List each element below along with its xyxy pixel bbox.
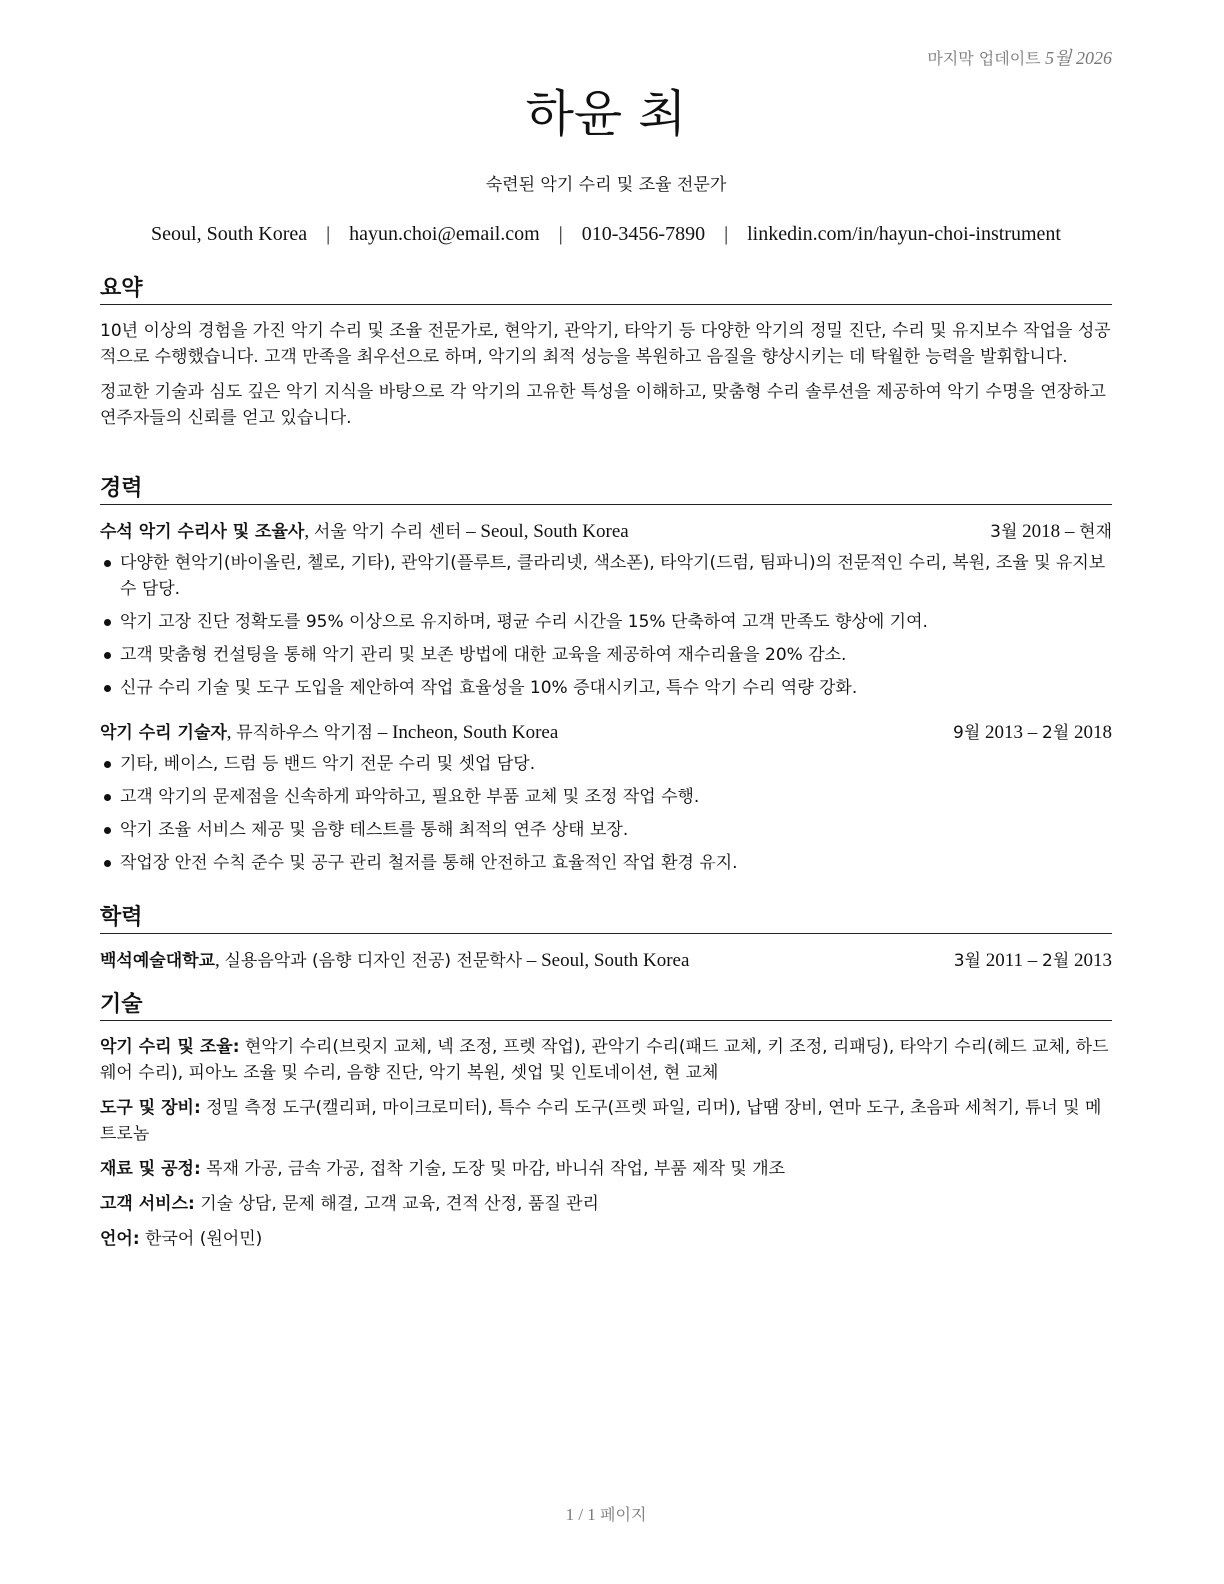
contact-line — [100, 223, 1112, 246]
candidate-headline: 숙련된 악기 수리 및 조율 전문가 — [485, 175, 727, 195]
skill-item — [100, 1226, 1112, 1252]
job-bullet: 작업장 안전 수칙 준수 및 공구 관리 철저를 통해 안전하고 효율적인 작업 환경 유지. — [100, 850, 1112, 876]
skill-text: 현악기 수리(브릿지 교체, 넥 조정, 프렛 작업), 관악기 수리(패드 교체, 키 조정, 리패딩), 타악기 수리(헤드 교체, 하드웨어 수리), 피아노 조율 및 수리, 음향 진단, 악기 복원, 셋업 및 인토네이션, 현 교체 — [100, 1037, 1109, 1084]
skills-section — [100, 992, 1112, 1261]
summary-section — [100, 276, 1112, 431]
education-degree: 실용음악과 (음향 디자인 전공) 전문학사 — [224, 951, 523, 972]
job-bullet: 악기 조율 서비스 제공 및 음향 테스트를 통해 최적의 연주 상태 보장. — [100, 817, 1112, 843]
contact-separator: | — [326, 223, 331, 245]
job-role: 수석 악기 수리사 및 조율사 — [100, 522, 305, 543]
education-entry: 백석예술대학교, 실용음악과 (음향 디자인 전공) 전문학사 – Seoul, South Korea 3월 2011 – 2월 2013 — [100, 947, 1112, 975]
page-number: 1 / 1 — [565, 1505, 596, 1524]
job-header: 수석 악기 수리사 및 조율사, 서울 악기 수리 센터 – Seoul, South Korea 3월 2018 – 현재 — [100, 518, 1112, 546]
skill-item — [100, 1034, 1112, 1086]
job-role: 악기 수리 기술자 — [100, 723, 227, 744]
skills-title: 기술 — [100, 992, 1112, 1021]
skill-label: 악기 수리 및 조율: — [100, 1037, 240, 1058]
job-company: 서울 악기 수리 센터 — [313, 522, 462, 543]
contact-phone: 010-3456-7890 — [581, 223, 706, 245]
job-bullet: 기타, 베이스, 드럼 등 밴드 악기 전문 수리 및 셋업 담당. — [100, 751, 1112, 777]
last-updated — [927, 44, 1112, 70]
job-entry — [100, 518, 1112, 701]
experience-section — [100, 476, 1112, 883]
skill-item — [100, 1156, 1112, 1182]
job-dates: 3월 2018 – 현재 — [990, 521, 1112, 543]
resume-page — [100, 0, 1112, 1584]
education-section — [100, 905, 1112, 975]
summary-paragraph: 정교한 기술과 심도 깊은 악기 지식을 바탕으로 각 악기의 고유한 특성을 이해하고, 맞춤형 수리 솔루션을 제공하여 악기 수명을 연장하고 연주자들의 신뢰를 얻고 있습니다. — [100, 382, 1106, 429]
skill-item — [100, 1191, 1112, 1217]
education-school: 백석예술대학교 — [100, 951, 215, 972]
job-company: 뮤직하우스 악기점 — [236, 723, 374, 744]
candidate-name: 하윤 최 — [525, 85, 687, 143]
skill-text: 목재 가공, 금속 가공, 접착 기술, 도장 및 마감, 바니쉬 작업, 부품 제작 및 개조 — [206, 1159, 786, 1180]
job-bullet: 신규 수리 기술 및 도구 도입을 제안하여 작업 효율성을 10% 증대시키고, 특수 악기 수리 역량 강화. — [100, 675, 1112, 701]
summary-title: 요약 — [100, 276, 1112, 305]
skill-item — [100, 1095, 1112, 1147]
job-bullet: 고객 맞춤형 컨설팅을 통해 악기 관리 및 보존 방법에 대한 교육을 제공하여 재수리율을 20% 감소. — [100, 642, 1112, 668]
contact-email[interactable]: hayun.choi@email.com — [349, 223, 540, 245]
skill-text: 한국어 (원어민) — [145, 1229, 263, 1250]
skill-label: 고객 서비스: — [100, 1194, 195, 1215]
job-bullet: 고객 악기의 문제점을 신속하게 파악하고, 필요한 부품 교체 및 조정 작업 수행. — [100, 784, 1112, 810]
job-location: Seoul, South Korea — [480, 521, 629, 543]
last-updated-label: 마지막 업데이트 — [927, 49, 1041, 68]
last-updated-date: 5월 2026 — [1045, 48, 1112, 68]
job-header: 악기 수리 기술자, 뮤직하우스 악기점 – Incheon, South Korea 9월 2013 – 2월 2018 — [100, 719, 1112, 747]
education-location: Seoul, South Korea — [541, 950, 690, 972]
experience-title: 경력 — [100, 476, 1112, 505]
job-entry — [100, 719, 1112, 876]
job-bullet: 악기 고장 진단 정확도를 95% 이상으로 유지하며, 평균 수리 시간을 15% 단축하여 고객 만족도 향상에 기여. — [100, 609, 1112, 635]
education-title: 학력 — [100, 905, 1112, 934]
page-footer — [100, 1502, 1112, 1525]
job-bullets — [100, 550, 1112, 701]
job-location: Incheon, South Korea — [392, 722, 559, 744]
education-dates: 3월 2011 – 2월 2013 — [953, 950, 1112, 972]
skill-text: 기술 상담, 문제 해결, 고객 교육, 견적 산정, 품질 관리 — [200, 1194, 599, 1215]
skill-text: 정밀 측정 도구(캘리퍼, 마이크로미터), 특수 수리 도구(프렛 파일, 리머), 납땜 장비, 연마 도구, 초음파 세척기, 튜너 및 메트로놈 — [100, 1098, 1102, 1145]
skill-label: 언어: — [100, 1229, 140, 1250]
job-bullets — [100, 751, 1112, 876]
skill-label: 재료 및 공정: — [100, 1159, 201, 1180]
contact-separator: | — [724, 223, 729, 245]
skill-label: 도구 및 장비: — [100, 1098, 201, 1119]
contact-location: Seoul, South Korea — [151, 223, 308, 245]
page-label: 페이지 — [600, 1505, 647, 1524]
job-bullet: 다양한 현악기(바이올린, 첼로, 기타), 관악기(플루트, 클라리넷, 색소폰), 타악기(드럼, 팀파니)의 전문적인 수리, 복원, 조율 및 유지보수 담당. — [100, 550, 1112, 602]
contact-separator: | — [558, 223, 563, 245]
contact-linkedin[interactable]: linkedin.com/in/hayun-choi-instrument — [747, 223, 1061, 245]
summary-paragraph: 10년 이상의 경험을 가진 악기 수리 및 조율 전문가로, 현악기, 관악기, 타악기 등 다양한 악기의 정밀 진단, 수리 및 유지보수 작업을 성공적으로 수행했습니다. 고객 만족을 최우선으로 하며, 악기의 최적 성능을 복원하고 음질을 향상시키는 데 탁월한 능력을 발휘합니다. — [100, 321, 1111, 368]
job-dates: 9월 2013 – 2월 2018 — [953, 722, 1112, 744]
